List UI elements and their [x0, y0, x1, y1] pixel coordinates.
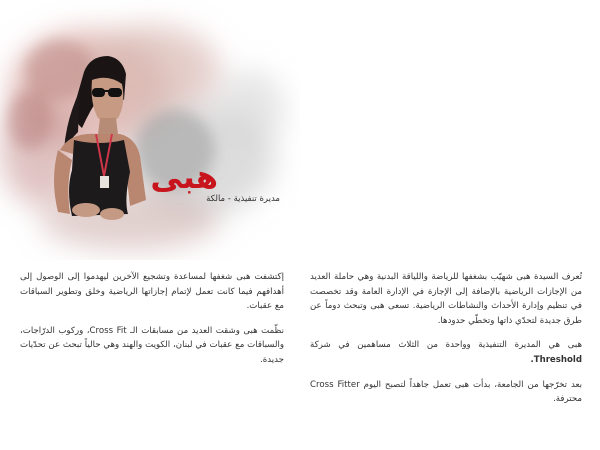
company-name: Threshold. [530, 354, 582, 365]
bio-paragraph: تُعرف السيدة هبى شهيّب بشغفها للرياضة واللياقة البدنية وهي حاملة العديد من الإجازات الرياضية بالإضافة إلى الإجازة في الإدارة العامة وقد تخصصت في تنظيم وإدارة الأحداث والنشاطات الرياضية. تسعى هبى وتبحث دوماً عن طرق جديدة لتحدّي ذاتها وتخطّي حدودها. [310, 272, 582, 326]
biography-column-right [310, 270, 582, 417]
profile-name: هبى [150, 158, 218, 196]
biography-column-left [20, 270, 284, 378]
bio-paragraph: بعد تخرّجها من الجامعة، بدأت هبى تعمل جاهداً لتصبح اليوم Cross Fitter محترفة. [310, 379, 583, 405]
bio-paragraph: نظّمت هبى وشقت العديد من مسابقات الـ Cross Fit، وركوب الدرّاجات، والسباقات مع عقبات في لبنان، الكويت والهند وهي حالياً تبحث عن تحدّيات جديدة. [20, 325, 285, 365]
bio-paragraph: إكتشفت هبى شغفها لمساعدة وتشجيع الآخرين ليهدموا إلى الوصول إلى أهدافهم فيما كانت تعمل لإتمام إجازاتها الرياضية وخلق وتطوير السباقات مع عقبات. [20, 272, 284, 312]
portrait-photo [0, 0, 300, 260]
bio-paragraph [310, 338, 582, 367]
bio-paragraph-lead: هبى هي المديرة التنفيذية وواحدة من الثلاث مساهمين في شركة [310, 340, 582, 351]
profile-role: مديرة تنفيذية - مالكة [206, 194, 280, 204]
